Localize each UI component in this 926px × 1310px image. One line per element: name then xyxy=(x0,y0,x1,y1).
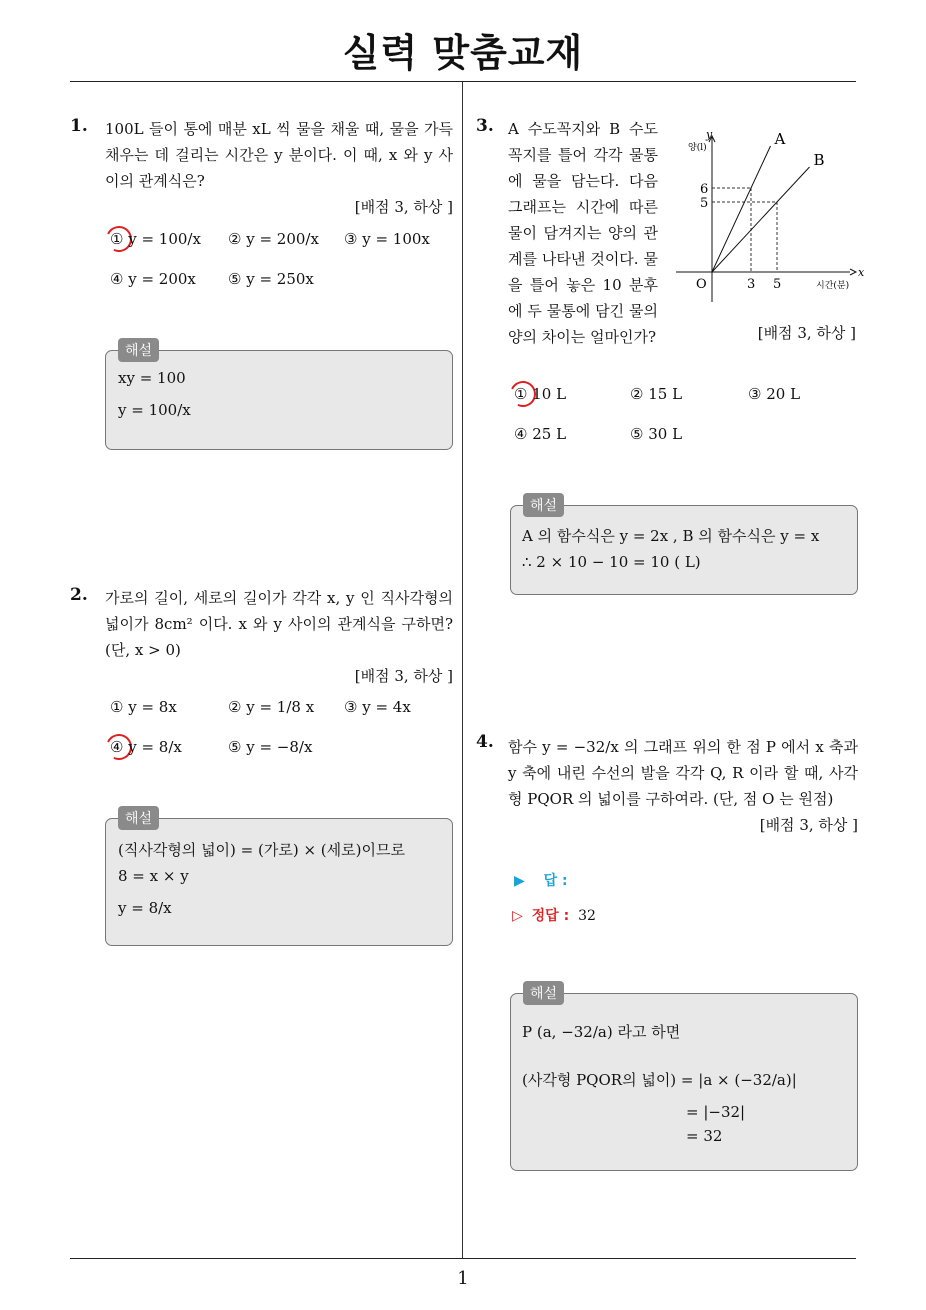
q2-solution-line-3: y = 8/x xyxy=(118,899,172,917)
q4-number: 4. xyxy=(476,732,494,752)
x-axis-name: x xyxy=(858,266,865,279)
q3-number: 3. xyxy=(476,116,494,136)
q4-solution-line-3: = |−32| xyxy=(686,1103,746,1121)
q4-meta: [배점 3, 하상 ] xyxy=(759,816,858,834)
q2-number: 2. xyxy=(70,585,88,605)
origin-label: O xyxy=(696,277,707,292)
series-line-A xyxy=(712,146,771,272)
q3-solution-line-2: ∴ 2 × 10 − 10 = 10 ( L) xyxy=(522,553,701,571)
column-divider xyxy=(462,82,463,1258)
q4-solution-line-4: = 32 xyxy=(686,1127,723,1145)
x-tick-label: 3 xyxy=(747,277,756,292)
x-axis-label: 시간(분) xyxy=(816,281,850,291)
q2-solution-line-2: 8 = x × y xyxy=(118,867,189,885)
q3-solution-label: 해설 xyxy=(523,493,564,517)
q3-option-4[interactable]: ④ 25 L xyxy=(514,425,567,443)
q1-option-2[interactable]: ② y = 200/x xyxy=(228,230,319,248)
q3-graph xyxy=(668,126,865,306)
q1-option-4[interactable]: ④ y = 200x xyxy=(110,270,196,288)
q4-solution-line-2: (사각형 PQOR의 넓이) = |a × (−32/a)| xyxy=(522,1071,797,1089)
x-tick-label: 5 xyxy=(773,277,782,292)
q4-correct-label: 정답 : xyxy=(531,908,570,924)
q1-number: 1. xyxy=(70,116,88,136)
q2-question: 가로의 길이, 세로의 길이가 각각 x, y 인 직사각형의 넓이가 8cm² 이다. x 와 y 사이의 관계식을 구하면? (단, x > 0) xyxy=(105,589,453,659)
outline-arrow-icon: ▷ xyxy=(512,908,523,924)
q3-meta: [배점 3, 하상 ] xyxy=(757,324,856,342)
q2-option-3[interactable]: ③ y = 4x xyxy=(344,698,411,716)
q2-option-1[interactable]: ① y = 8x xyxy=(110,698,177,716)
series-label-B: B xyxy=(813,151,825,169)
q4-correct-value: 32 xyxy=(578,908,596,924)
q3-option-3[interactable]: ③ 20 L xyxy=(748,385,801,403)
q2-solution-label: 해설 xyxy=(118,806,159,830)
q2-option-2[interactable]: ② y = 1/8 x xyxy=(228,698,315,716)
x-axis-arrow xyxy=(850,269,856,275)
play-arrow-icon: ▶ xyxy=(514,873,525,889)
page-title: 실력 맞춤교재 xyxy=(342,31,584,75)
series-line-B xyxy=(712,167,810,272)
q1-solution-line-1: xy = 100 xyxy=(118,369,186,387)
q2-text xyxy=(105,585,453,689)
q3-option-2[interactable]: ② 15 L xyxy=(630,385,683,403)
q3-option-1[interactable]: ① 10 L xyxy=(514,385,567,403)
q4-correct-line xyxy=(512,905,596,925)
q2-option-5[interactable]: ⑤ y = −8/x xyxy=(228,738,313,756)
q2-option-4[interactable]: ④ y = 8/x xyxy=(110,738,182,756)
y-tick-label: 5 xyxy=(700,196,709,211)
q3-option-5[interactable]: ⑤ 30 L xyxy=(630,425,683,443)
q1-option-3[interactable]: ③ y = 100x xyxy=(344,230,430,248)
q1-question: 100L 들이 통에 매분 xL 씩 물을 채울 때, 물을 가득 채우는 데 걸리는 시간은 y 분이다. 이 때, x 와 y 사이의 관계식은? xyxy=(105,120,453,190)
q1-text xyxy=(105,116,453,220)
q4-text xyxy=(508,734,858,838)
q1-option-5[interactable]: ⑤ y = 250x xyxy=(228,270,314,288)
page-number: 1 xyxy=(457,1268,469,1289)
y-axis-label: 양(l) xyxy=(688,143,707,153)
q3-text: A 수도꼭지와 B 수도꼭지를 틀어 각각 물통에 물을 담는다. 다음 그래프는 시간에 따른 물이 담겨지는 양의 관계를 나타낸 것이다. 물을 틀어 놓은 10 분후에 두 물통에 담긴 물의 양의 차이는 얼마인가? xyxy=(508,120,658,346)
q1-option-1[interactable]: ① y = 100/x xyxy=(110,230,201,248)
footer-rule xyxy=(70,1258,856,1259)
q2-solution-line-1: (직사각형의 넓이) = (가로) × (세로)이므로 xyxy=(118,841,405,859)
q4-solution-line-1: P (a, −32/a) 라고 하면 xyxy=(522,1023,681,1041)
q4-solution-label: 해설 xyxy=(523,981,564,1005)
q2-meta: [배점 3, 하상 ] xyxy=(354,667,453,685)
q4-answer-line xyxy=(514,870,568,890)
q1-solution-line-2: y = 100/x xyxy=(118,401,191,419)
series-label-A: A xyxy=(774,130,786,148)
q4-question: 함수 y = −32/x 의 그래프 위의 한 점 P 에서 x 축과 y 축에 내린 수선의 발을 각각 Q, R 이라 할 때, 사각형 PQOR 의 넓이를 구하여라. (단, 점 O 는 원점) xyxy=(508,738,858,808)
q4-answer-label: 답 : xyxy=(543,873,568,889)
q1-solution-label: 해설 xyxy=(118,338,159,362)
q3-solution-line-1: A 의 함수식은 y = 2x , B 의 함수식은 y = x xyxy=(522,527,820,545)
header-rule xyxy=(70,81,856,82)
y-tick-label: 6 xyxy=(700,182,709,197)
q1-meta: [배점 3, 하상 ] xyxy=(354,198,453,216)
y-axis-name: y xyxy=(706,128,713,141)
